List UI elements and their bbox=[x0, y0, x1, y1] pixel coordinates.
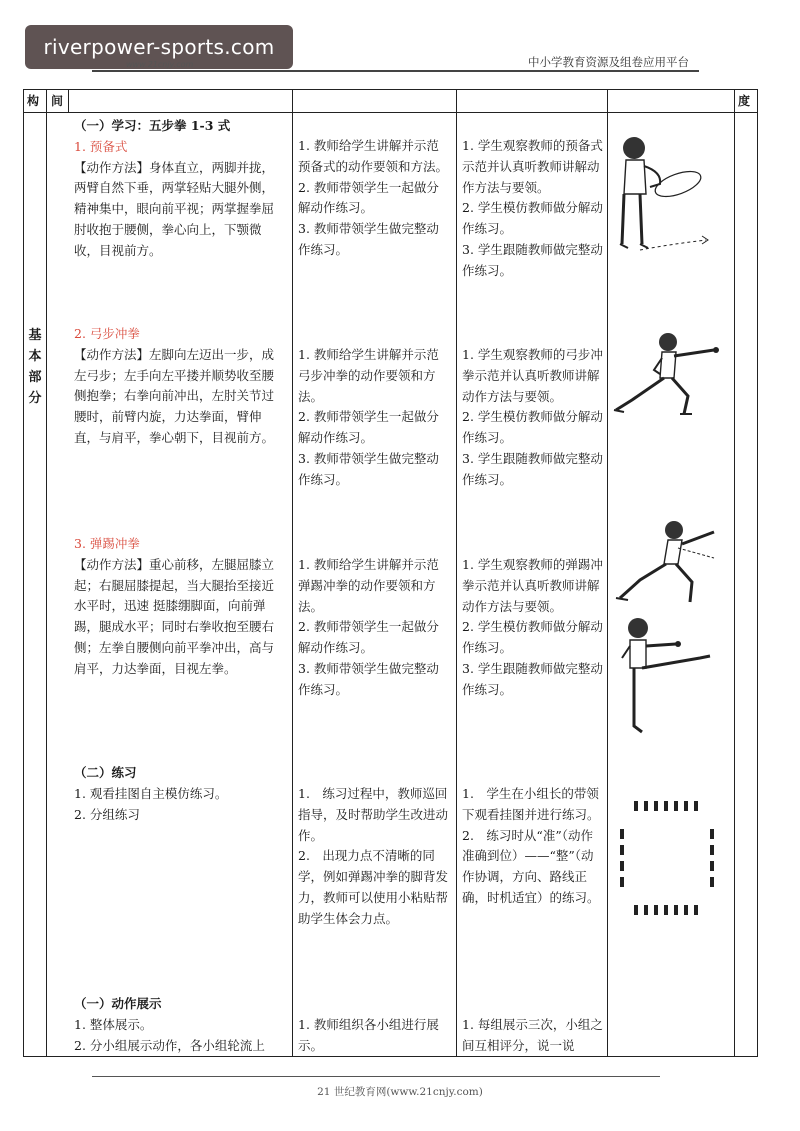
student-block-practice bbox=[462, 784, 604, 909]
student-step: 2. 学生模仿教师做分解动作练习。 bbox=[462, 409, 603, 446]
display-item: 2. 分小组展示动作，各小组轮流上 bbox=[74, 1037, 265, 1053]
standing-fist-figure bbox=[610, 132, 720, 257]
section-title: （一）学习：五步拳 1-3 式 bbox=[74, 118, 231, 133]
side-label-char: 本 bbox=[28, 349, 42, 364]
table-col-divider bbox=[456, 89, 457, 1057]
student-step: 1. 学生观察教师的弹踢冲拳示范并认真听教师讲解动作方法与要领。 bbox=[462, 557, 603, 614]
content-block-display bbox=[74, 994, 286, 1056]
practice-item: 2. 分组练习 bbox=[74, 806, 140, 822]
teacher-step: 1. 教师给学生讲解并示范预备式的动作要领和方法。 bbox=[298, 138, 449, 174]
student-step: 1. 学生观察教师的弓步冲拳示范并认真听教师讲解动作方法与要领。 bbox=[462, 347, 603, 404]
student-step: 2. 学生模仿教师做分解动作练习。 bbox=[462, 619, 603, 656]
platform-title: 中小学教育资源及组卷应用平台 bbox=[528, 55, 689, 69]
table-col-divider bbox=[734, 89, 735, 1057]
footer-text: 21 世纪教育网(www.21cnjy.com) bbox=[317, 1086, 483, 1098]
teacher-block-display bbox=[298, 1015, 451, 1057]
teacher-step: 2. 教师带领学生一起做分解动作练习。 bbox=[298, 179, 439, 216]
header-cell-intensity: 度 bbox=[738, 94, 751, 108]
teacher-block-prep bbox=[298, 136, 451, 261]
student-block-prep bbox=[462, 136, 604, 282]
content-block-kick-punch bbox=[74, 534, 286, 680]
teacher-step: 1. 教师组织各小组进行展示。 bbox=[298, 1017, 439, 1053]
student-step: 1. 学生在小组长的带领下观看挂图并进行练习。 bbox=[462, 786, 600, 822]
header-cell-structure: 构 bbox=[27, 94, 40, 108]
student-block-kick-punch bbox=[462, 555, 604, 701]
student-step: 3. 学生跟随教师做完整动作练习。 bbox=[462, 450, 603, 487]
student-step: 1. 每组展示三次，小组之间互相评分，说一说 bbox=[462, 1017, 603, 1053]
teacher-step: 3. 教师带领学生做完整动作练习。 bbox=[298, 450, 439, 487]
teacher-step: 2. 教师带领学生一起做分解动作练习。 bbox=[298, 619, 439, 656]
formation-diagram bbox=[612, 795, 732, 925]
watermark-badge: riverpower-sports.com bbox=[25, 25, 293, 69]
header-cell-time: 间 bbox=[51, 94, 64, 108]
section-title: （一）动作展示 bbox=[74, 996, 162, 1011]
teacher-step: 2. 教师带领学生一起做分解动作练习。 bbox=[298, 409, 439, 446]
teacher-step: 3. 教师带领学生做完整动作练习。 bbox=[298, 660, 439, 697]
table-col-divider bbox=[607, 89, 608, 1057]
method-text: 【动作方法】左脚向左迈出一步，成左弓步；左手向左平搂并顺势收至腰侧抱拳；右拳向前冲出，左肘关节过腰时，前臂内旋，力达拳面，臂伸直，与肩平，拳心朝下，目视前方。 bbox=[74, 346, 275, 445]
teacher-block-practice bbox=[298, 784, 451, 930]
snap-kick-punch-figure bbox=[610, 518, 730, 743]
method-text: 【动作方法】重心前移，左腿屈膝立起；右腿屈膝提起，当大腿抬至接近水平时，迅速 挺膝绷脚面，向前弹踢，腿成水平；同时右拳收抱至腰右侧；左拳自腰侧向前平拳冲出，高与肩平，力达拳面，目视左拳。 bbox=[74, 556, 275, 676]
subsection-title: 3. 弹踢冲拳 bbox=[74, 536, 140, 551]
side-label-char: 分 bbox=[28, 391, 42, 406]
footer-rule bbox=[92, 1076, 660, 1077]
teacher-step: 2. 出现力点不清晰的同学，例如弹踢冲拳的脚背发力，教师可以使用小粘贴帮助学生体会力点。 bbox=[298, 848, 449, 926]
teacher-block-bow-punch bbox=[298, 345, 451, 491]
student-step: 3. 学生跟随教师做完整动作练习。 bbox=[462, 660, 603, 697]
student-block-display bbox=[462, 1015, 604, 1057]
student-step: 1. 学生观察教师的预备式示范并认真听教师讲解动作方法与要领。 bbox=[462, 138, 603, 195]
side-label-char: 基 bbox=[28, 328, 42, 343]
header-rule bbox=[92, 70, 699, 72]
student-step: 2. 学生模仿教师做分解动作练习。 bbox=[462, 200, 603, 237]
student-block-bow-punch bbox=[462, 345, 604, 491]
subsection-title: 2. 弓步冲拳 bbox=[74, 326, 140, 341]
section-label-basic-part bbox=[25, 325, 45, 409]
table-col-divider bbox=[68, 89, 69, 112]
table-header-divider bbox=[23, 112, 758, 113]
student-step: 2. 练习时从“准”（动作准确到位）——“整”（动作协调，方向、路线正确，时机适宜）的练习。 bbox=[462, 827, 600, 905]
teacher-step: 1. 练习过程中，教师巡回指导，及时帮助学生改进动作。 bbox=[298, 786, 449, 843]
method-text: 【动作方法】身体直立，两脚并拢，两臂自然下垂，两掌轻贴大腿外侧，精神集中，眼向前平视；两掌握拳屈肘收抱于腰侧，拳心向上，下颚微收，目视前方。 bbox=[74, 159, 275, 258]
teacher-block-kick-punch bbox=[298, 555, 451, 701]
student-step: 3. 学生跟随教师做完整动作练习。 bbox=[462, 241, 603, 278]
display-item: 1. 整体展示。 bbox=[74, 1016, 153, 1032]
section-title: （二）练习 bbox=[74, 765, 137, 780]
side-label-char: 部 bbox=[28, 370, 42, 385]
teacher-step: 1. 教师给学生讲解并示范弓步冲拳的动作要领和方法。 bbox=[298, 347, 439, 404]
practice-item: 1. 观看挂图自主模仿练习。 bbox=[74, 785, 228, 801]
content-block-bow-punch bbox=[74, 324, 286, 449]
teacher-step: 1. 教师给学生讲解并示范弹踢冲拳的动作要领和方法。 bbox=[298, 557, 439, 614]
content-block-practice bbox=[74, 763, 286, 825]
site-logo-text: www.21cnjy.com bbox=[126, 60, 194, 69]
table-col-divider bbox=[46, 89, 47, 1057]
teacher-step: 3. 教师带领学生做完整动作练习。 bbox=[298, 221, 439, 257]
table-col-divider bbox=[292, 89, 293, 1057]
subsection-title: 1. 预备式 bbox=[74, 138, 128, 154]
content-block-prep bbox=[74, 116, 286, 262]
bow-stance-punch-figure bbox=[610, 330, 725, 420]
